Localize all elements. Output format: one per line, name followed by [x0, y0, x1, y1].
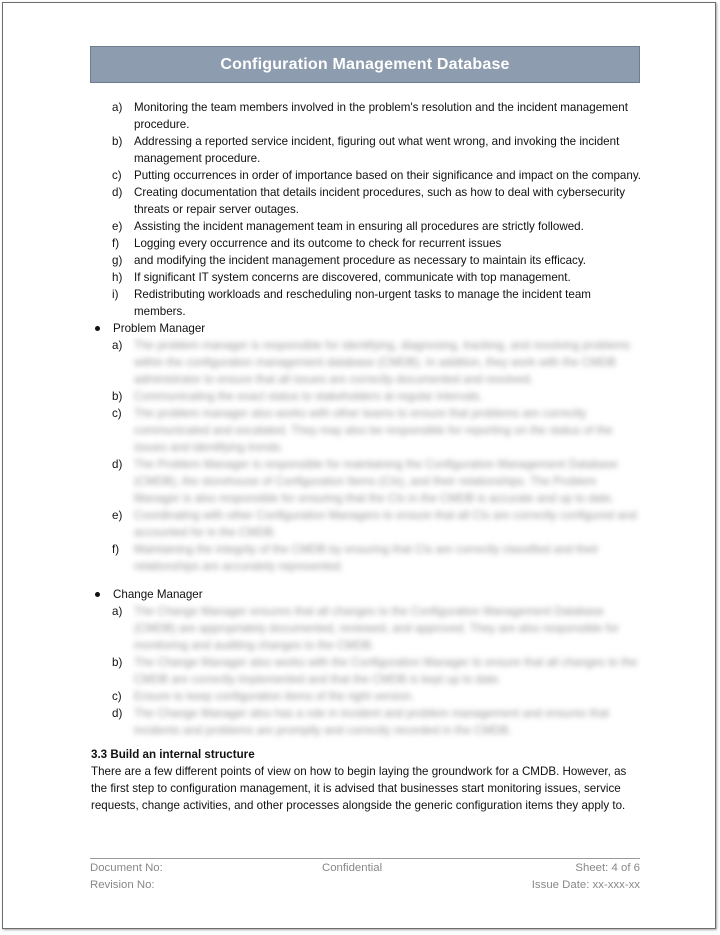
bullet-icon [95, 326, 100, 331]
sheet-number: Sheet: 4 of 6 [575, 862, 640, 874]
page-footer [90, 858, 640, 893]
footer-row-1 [90, 859, 640, 876]
problem-manager-heading: Problem Manager [91, 320, 643, 337]
document-body [91, 99, 643, 814]
list-item: a) Monitoring the team members involved in the problem's resolution and the incident management procedure. [112, 101, 628, 131]
list-item: g) and modifying the incident management procedure as necessary to maintain its efficacy. [112, 254, 586, 267]
list-item: d) Creating documentation that details incident procedures, such as how to deal with cybersecurity threats or repair server outages. [112, 186, 626, 216]
list-item: b) Addressing a reported service incident, figuring out what went wrong, and invoking the incident management procedure. [112, 135, 620, 165]
document-number-label: Document No: [90, 862, 163, 874]
list-item: h) If significant IT system concerns are discovered, communicate with top management. [112, 271, 571, 284]
list-item: f) Maintaining the integrity of the CMDB by ensuring that CIs are correctly classified and their relationships are accurately represented. [112, 543, 599, 573]
list-item: e) Assisting the incident management team in ensuring all procedures are strictly followed. [112, 220, 584, 233]
document-title: Configuration Management Database [220, 55, 510, 73]
list-item: f) Logging every occurrence and its outcome to check for recurrent issues [112, 237, 502, 250]
list-item: a) The problem manager is responsible for identifying, diagnosing, tracking, and resolving problems within the configuration management database (CMDB). In addition, they work with the CMDB administrator to ensure that all issues are correctly documented and resolved. [112, 339, 631, 386]
list-item: a) The Change Manager ensures that all changes to the Configuration Management Database (CMDB) are appropriately documented, reviewed, and approved. They are also responsible for monitoring and auditing changes to the CMDB. [112, 605, 620, 652]
list-item: d) The Problem Manager is responsible for maintaining the Configuration Management Database (CMDB), the storehouse of Configuration Items (CIs), and their relationships. The Problem Manager is also responsible for ensuring that the CIs in the CMDB is accurate and up to date. [112, 458, 618, 505]
list-item: i) Redistributing workloads and rescheduling non-urgent tasks to manage the incident team members. [112, 288, 591, 318]
issue-date: Issue Date: xx-xxx-xx [531, 879, 640, 891]
list-item: d) The Change Manager also has a role in incident and problem management and ensures that incidents and problems are promptly and correctly recorded in the CMDB. [112, 707, 609, 737]
confidential-label: Confidential [322, 862, 383, 874]
intro-list [91, 99, 643, 320]
change-manager-list [91, 603, 643, 739]
document-title-bar [90, 46, 640, 83]
list-item: c) The problem manager also works with other teams to ensure that problems are correctly communicated and escalated. They may also be responsible for reporting on the status of the issues and identifying trends. [112, 407, 613, 454]
list-item: b) The Change Manager also works with the Configuration Manager to ensure that all changes to the CMDB are correctly implemented and that the CMDB is kept up to date. [112, 656, 638, 686]
list-item: c) Ensure to keep configuration items of the right version. [112, 690, 415, 703]
footer-row-2 [90, 876, 640, 893]
revision-number-label: Revision No: [90, 879, 155, 891]
section-heading: 3.3 Build an internal structure [91, 748, 255, 761]
list-item: b) Communicating the exact status to stakeholders at regular intervals. [112, 390, 483, 403]
problem-manager-list [91, 337, 643, 575]
list-item: e) Coordinating with other Configuration Managers to ensure that all CIs are correctly configured and accounted for in the CMDB. [112, 509, 637, 539]
bullet-icon [95, 592, 100, 597]
section-paragraph: There are a few different points of view on how to begin laying the groundwork for a CMDB. However, as the first step to configuration management, it is advised that businesses start monitoring issues, service requests, change activities, and other processes alongside the generic configuration items they apply to. [91, 765, 627, 812]
document-page [2, 2, 716, 929]
change-manager-heading: Change Manager [91, 586, 643, 603]
list-item: c) Putting occurrences in order of importance based on their significance and impact on the company. [112, 169, 641, 182]
